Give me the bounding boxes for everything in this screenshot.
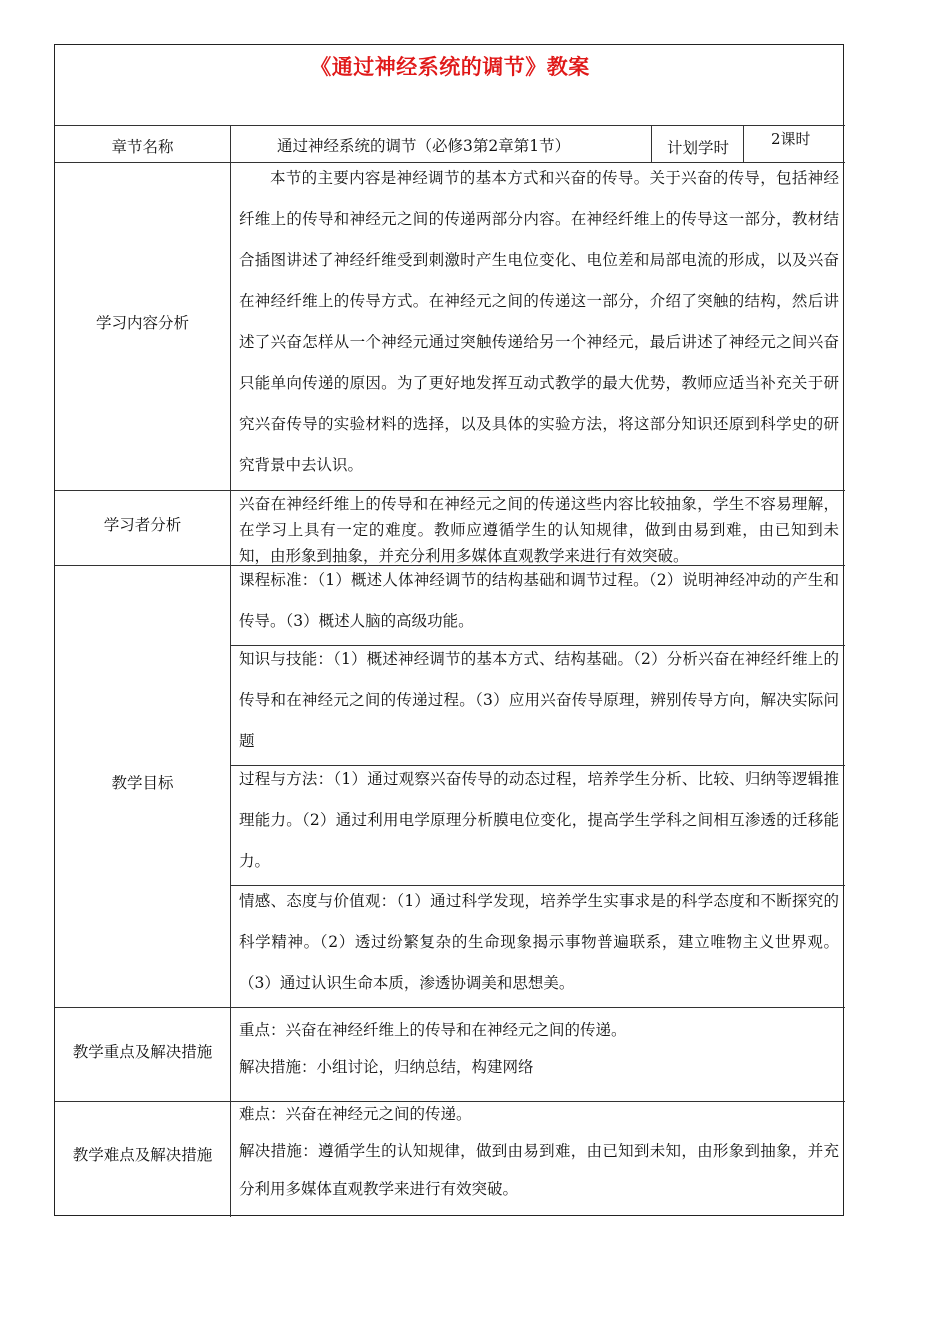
content-analysis-text: 本节的主要内容是神经调节的基本方式和兴奋的传导。关于兴奋的传导，包括神经纤维上的传导和神经元之间的传递两部分内容。在神经纤维上的传导这一部分，教材结合插图讲述了神经纤维受到刺激时产生电位变化、电位差和局部电流的形成，以及兴奋在神经纤维上的传导方式。在神经元之间的传递这一部分，介绍了突触的结构，然后讲述了兴奋怎样从一个神经元通过突触传递给另一个神经元，最后讲述了神经元之间兴奋只能单向传递的原因。为了更好地发挥互动式教学的最大优势，教师应适当补充关于研究兴奋传导的实验材料的选择，以及具体的实验方法，将这部分知识还原到科学史的研究背景中去认识。 bbox=[239, 169, 839, 474]
learner-analysis-label: 学习者分析 bbox=[103, 516, 182, 534]
teaching-goals-label: 教学目标 bbox=[111, 774, 174, 792]
label-column-divider bbox=[230, 125, 231, 1217]
goal-knowledge-skills: 知识与技能：（1）概述神经调节的基本方式、结构基础。（2）分析兴奋在神经纤维上的传导和在神经元之间的传递过程。（3）应用兴奋传导原理，辨别传导方向，解决实际问题 bbox=[239, 650, 839, 750]
key-points-label: 教学重点及解决措施 bbox=[72, 1043, 213, 1061]
rule-under-goals bbox=[55, 1007, 845, 1008]
chapter-name-value: 通过神经系统的调节（必修3第2章第1节） bbox=[277, 137, 571, 155]
goal-curriculum-standard: 课程标准：（1）概述人体神经调节的结构基础和调节过程。（2）说明神经冲动的产生和传导。（3）概述人脑的高级功能。 bbox=[239, 571, 839, 630]
goal-emotion-values: 情感、态度与价值观：（1）通过科学发现，培养学生实事求是的科学态度和不断探究的科学精神。（2）透过纷繁复杂的生命现象揭示事物普遍联系，建立唯物主义世界观。（3）通过认识生命本质，渗透协调美和思想美。 bbox=[239, 892, 839, 992]
content-analysis-label: 学习内容分析 bbox=[95, 314, 189, 332]
planned-hours-value: 2课时 bbox=[771, 130, 811, 148]
difficult-points-label: 教学难点及解决措施 bbox=[72, 1146, 213, 1164]
learner-analysis-text: 兴奋在神经纤维上的传导和在神经元之间的传递这些内容比较抽象，学生不容易理解，在学习上具有一定的难度。教师应遵循学生的认知规律，做到由易到难，由已知到未知，由形象到抽象，并充分利用多媒体直观教学来进行有效突破。 bbox=[239, 495, 839, 565]
lesson-plan-table bbox=[54, 44, 844, 1216]
chapter-name-label: 章节名称 bbox=[111, 138, 174, 156]
key-point-measures: 解决措施：小组讨论，归纳总结，构建网络 bbox=[239, 1058, 534, 1076]
key-point-text: 重点：兴奋在神经纤维上的传导和在神经元之间的传递。 bbox=[239, 1021, 627, 1039]
header-divider-1 bbox=[651, 125, 652, 162]
header-divider-2 bbox=[743, 125, 744, 162]
goal-process-methods: 过程与方法：（1）通过观察兴奋传导的动态过程，培养学生分析、比较、归纳等逻辑推理能力。（2）通过利用电学原理分析膜电位变化，提高学生学科之间相互渗透的迁移能力。 bbox=[239, 770, 839, 870]
rule-under-title bbox=[55, 125, 845, 126]
document-title: 《通过神经系统的调节》教案 bbox=[310, 55, 590, 79]
difficult-point-text: 难点：兴奋在神经元之间的传递。 bbox=[239, 1105, 472, 1123]
planned-hours-label: 计划学时 bbox=[667, 139, 730, 157]
difficult-point-measures: 解决措施：遵循学生的认知规律，做到由易到难，由已知到未知，由形象到抽象，并充分利用多媒体直观教学来进行有效突破。 bbox=[239, 1142, 839, 1198]
